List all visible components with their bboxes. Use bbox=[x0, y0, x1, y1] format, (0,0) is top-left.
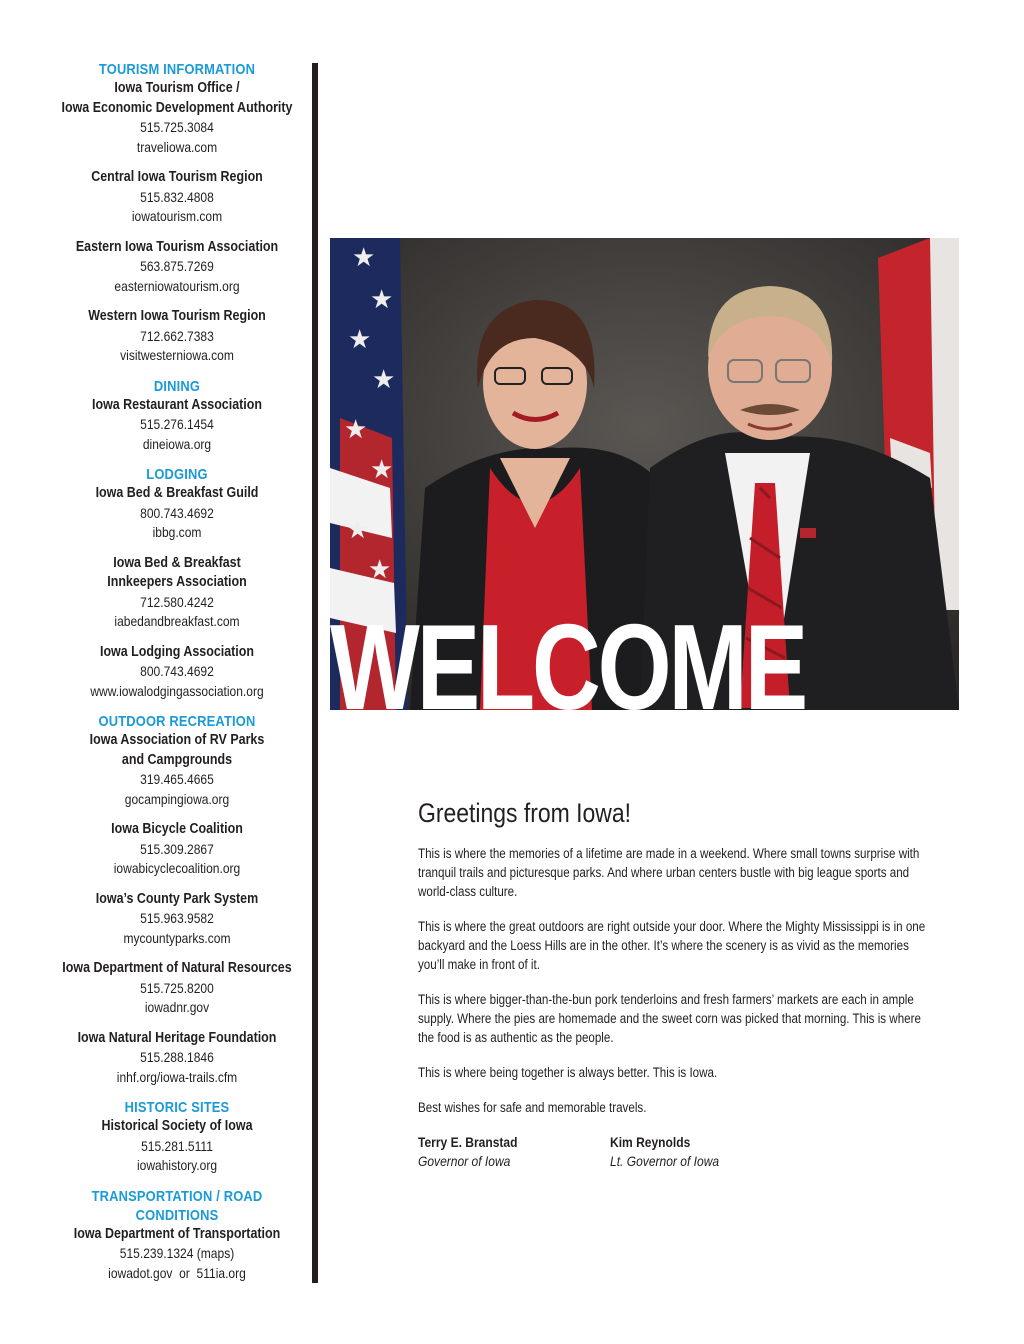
section-heading: TOURISM INFORMATION bbox=[98, 61, 256, 78]
phone-number: 515.832.4808 bbox=[140, 188, 214, 205]
website-link[interactable]: gocampingiowa.org bbox=[124, 790, 230, 807]
phone-number: 800.743.4692 bbox=[140, 504, 214, 521]
website-link[interactable]: www.iowalodgingassociation.org bbox=[90, 682, 264, 699]
resource-directory bbox=[59, 60, 295, 1294]
website-link[interactable]: traveliowa.com bbox=[136, 138, 218, 155]
section-heading: TRANSPORTATION / ROAD CONDITIONS bbox=[91, 1187, 263, 1224]
website-link[interactable]: visitwesterniowa.com bbox=[120, 347, 234, 363]
section-heading: OUTDOOR RECREATION bbox=[98, 713, 256, 730]
organization-name: Eastern Iowa Tourism Association bbox=[75, 238, 279, 255]
phone-number: 515.276.1454 bbox=[140, 416, 214, 432]
section-heading: LODGING bbox=[146, 466, 208, 483]
website-link[interactable]: iowadnr.gov bbox=[144, 999, 210, 1015]
welcome-letter bbox=[418, 796, 948, 1177]
directory-entry bbox=[59, 79, 295, 157]
directory-entry bbox=[59, 1117, 295, 1176]
organization-name: Iowa Department of Natural Resources bbox=[62, 960, 292, 976]
phone-number: 563.875.7269 bbox=[140, 258, 214, 274]
organization-name: Iowa Bed & Breakfast Innkeepers Association bbox=[107, 554, 247, 590]
directory-section bbox=[59, 377, 295, 455]
organization-name: Historical Society of Iowa bbox=[101, 1118, 253, 1134]
svg-text:★: ★ bbox=[372, 365, 396, 395]
signature-name: Kim Reynolds bbox=[610, 1134, 691, 1150]
section-heading: DINING bbox=[153, 377, 201, 395]
directory-entry bbox=[59, 820, 295, 879]
organization-name: Central Iowa Tourism Region bbox=[91, 169, 263, 185]
organization-name: Iowa Lodging Association bbox=[99, 643, 255, 660]
phone-number: 515.239.1324 (maps) bbox=[119, 1245, 235, 1261]
organization-name: Iowa Tourism Office / Iowa Economic Development Authority bbox=[61, 80, 293, 116]
directory-section bbox=[59, 1098, 295, 1176]
svg-text:★: ★ bbox=[370, 285, 394, 315]
phone-number: 515.288.1846 bbox=[140, 1049, 214, 1065]
letter-paragraph: This is where being together is always better. This is Iowa. bbox=[418, 1065, 718, 1080]
website-link[interactable]: iowadot.gov or 511ia.org bbox=[108, 1264, 246, 1281]
svg-text:★: ★ bbox=[346, 515, 370, 545]
website-link[interactable]: ibbg.com bbox=[152, 524, 202, 540]
website-link[interactable]: iowabicyclecoalition.org bbox=[113, 860, 241, 876]
letter-paragraph: This is where the memories of a lifetime are made in a weekend. Where small towns surprise with tranquil trails and picturesque parks. And where urban centers bustle with big league sports and world-class culture. bbox=[418, 846, 920, 899]
signature-title: Lt. Governor of Iowa bbox=[610, 1153, 720, 1169]
svg-text:★: ★ bbox=[348, 325, 372, 355]
directory-entry bbox=[59, 1029, 295, 1088]
directory-entry bbox=[59, 168, 295, 227]
directory-entry bbox=[59, 959, 295, 1018]
phone-number: 515.281.5111 bbox=[141, 1137, 213, 1154]
organization-name: Iowa Bed & Breakfast Guild bbox=[95, 485, 259, 501]
directory-entry bbox=[59, 554, 295, 632]
vertical-divider bbox=[312, 63, 318, 1283]
svg-text:★: ★ bbox=[368, 555, 392, 585]
phone-number: 712.662.7383 bbox=[140, 327, 214, 344]
organization-name: Iowa Natural Heritage Foundation bbox=[77, 1029, 277, 1046]
greeting-heading: Greetings from Iowa! bbox=[418, 798, 632, 828]
directory-section bbox=[59, 712, 295, 1087]
organization-name: Iowa Association of RV Parks and Campgrounds bbox=[89, 732, 265, 768]
signature-block bbox=[418, 1133, 948, 1177]
website-link[interactable]: iowatourism.com bbox=[131, 208, 223, 224]
website-link[interactable]: iowahistory.org bbox=[136, 1157, 218, 1173]
phone-number: 515.309.2867 bbox=[140, 840, 214, 857]
directory-entry bbox=[59, 396, 295, 455]
organization-name: Iowa Department of Transportation bbox=[73, 1225, 281, 1242]
website-link[interactable]: dineiowa.org bbox=[142, 435, 212, 452]
signature-lt-governor bbox=[610, 1133, 719, 1171]
directory-entry bbox=[59, 238, 295, 297]
phone-number: 515.725.3084 bbox=[140, 119, 214, 135]
organization-name: Western Iowa Tourism Region bbox=[88, 308, 266, 324]
organization-name: Iowa Restaurant Association bbox=[91, 396, 263, 413]
website-link[interactable]: inhf.org/iowa-trails.cfm bbox=[116, 1068, 238, 1085]
phone-number: 800.743.4692 bbox=[140, 663, 214, 679]
website-link[interactable]: iabedandbreakfast.com bbox=[114, 613, 240, 629]
directory-entry bbox=[59, 1225, 295, 1284]
directory-section bbox=[59, 60, 295, 366]
signature-name: Terry E. Branstad bbox=[418, 1134, 518, 1150]
directory-entry bbox=[59, 307, 295, 366]
directory-entry bbox=[59, 643, 295, 702]
directory-entry bbox=[59, 890, 295, 949]
signature-title: Governor of Iowa bbox=[418, 1153, 511, 1169]
organization-name: Iowa’s County Park System bbox=[95, 890, 259, 907]
directory-entry bbox=[59, 731, 295, 809]
welcome-heading: WELCOME bbox=[330, 612, 806, 722]
phone-number: 712.580.4242 bbox=[140, 593, 214, 610]
organization-name: Iowa Bicycle Coalition bbox=[111, 821, 243, 837]
svg-text:★: ★ bbox=[344, 415, 368, 445]
letter-paragraph: This is where bigger-than-the-bun pork tenderloins and fresh farmers’ markets are each in ample supply. Where the pies are homemade and the sweet corn was picked that morning. This is where the food is as authentic as the people. bbox=[418, 992, 921, 1045]
directory-section bbox=[59, 1187, 295, 1284]
website-link[interactable]: mycountyparks.com bbox=[123, 929, 231, 946]
phone-number: 515.725.8200 bbox=[140, 979, 214, 996]
phone-number: 319.465.4665 bbox=[140, 771, 214, 787]
website-link[interactable]: easterniowatourism.org bbox=[114, 277, 240, 294]
directory-section bbox=[59, 465, 295, 701]
section-heading: HISTORIC SITES bbox=[124, 1099, 230, 1116]
signature-governor bbox=[418, 1133, 517, 1171]
letter-paragraph: Best wishes for safe and memorable travels. bbox=[418, 1100, 647, 1115]
svg-text:★: ★ bbox=[370, 455, 394, 485]
svg-text:★: ★ bbox=[352, 243, 376, 273]
directory-entry bbox=[59, 484, 295, 543]
phone-number: 515.963.9582 bbox=[140, 910, 214, 926]
letter-paragraph: This is where the great outdoors are right outside your door. Where the Mighty Mississippi is in one backyard and the Loess Hills are in the other. It’s where the scenery is as vivid as the memories you’ll make in front of it. bbox=[418, 919, 926, 972]
